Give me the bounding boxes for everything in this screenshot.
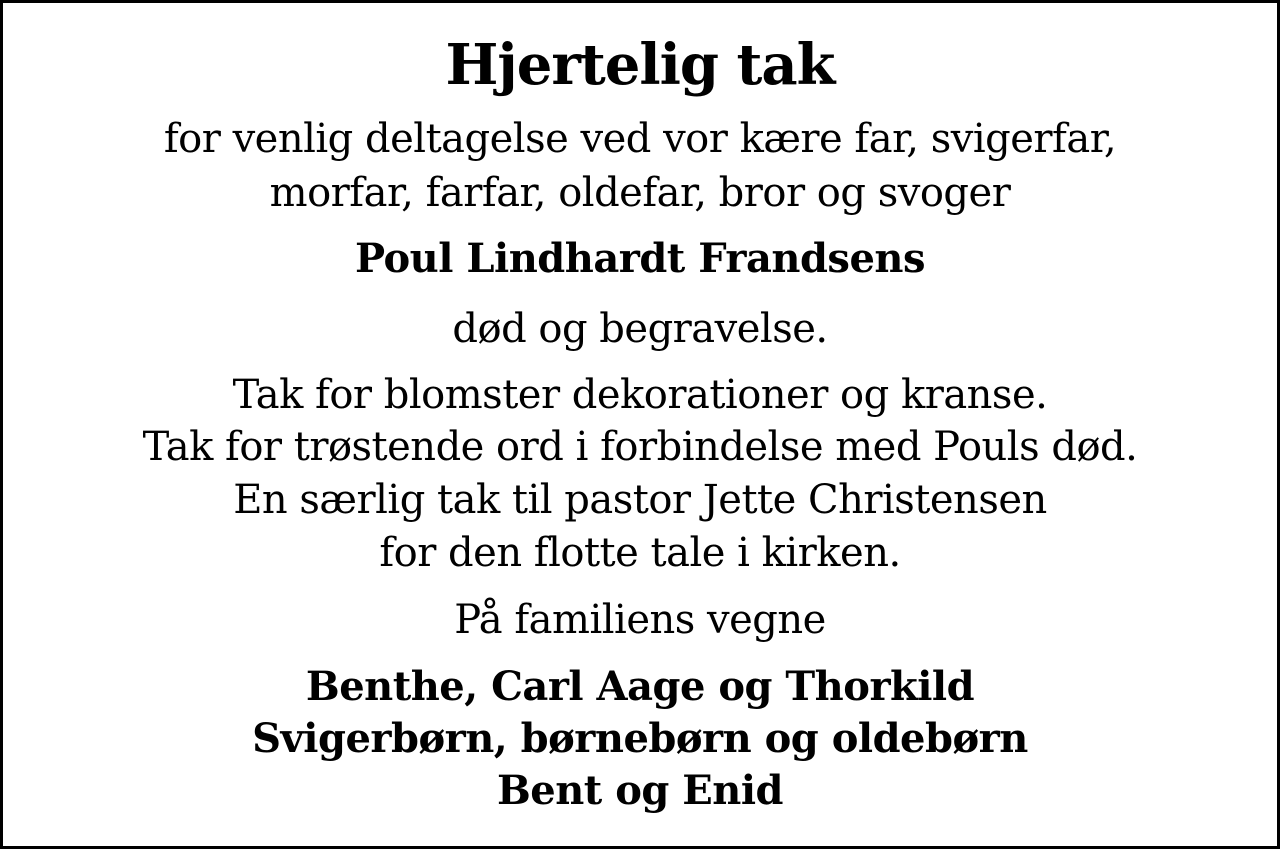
intro-line-1: for venlig deltagelse ved vor kære far, svigerfar,	[163, 116, 1117, 162]
notice-title: Hjertelig tak	[445, 32, 835, 98]
deceased-name: Poul Lindhardt Frandsens	[354, 235, 925, 282]
thanks-line-1: Tak for blomster dekorationer og kranse.	[232, 372, 1048, 418]
signature-line-2: Svigerbørn, børnebørn og oldebørn	[252, 715, 1028, 762]
intro-line-2: morfar, farfar, oldefar, bror og svoger	[269, 170, 1011, 216]
thanks-line-3: En særlig tak til pastor Jette Christensen	[233, 477, 1047, 523]
thanks-line-2: Tak for trøstende ord i forbindelse med Pouls død.	[142, 424, 1138, 470]
on-behalf-line: På familiens vegne	[454, 597, 826, 643]
thanks-line-4: for den flotte tale i kirken.	[379, 530, 901, 576]
occasion-line: død og begravelse.	[452, 306, 828, 352]
signature-line-1: Benthe, Carl Aage og Thorkild	[305, 663, 975, 710]
signature-line-3: Bent og Enid	[496, 767, 784, 814]
